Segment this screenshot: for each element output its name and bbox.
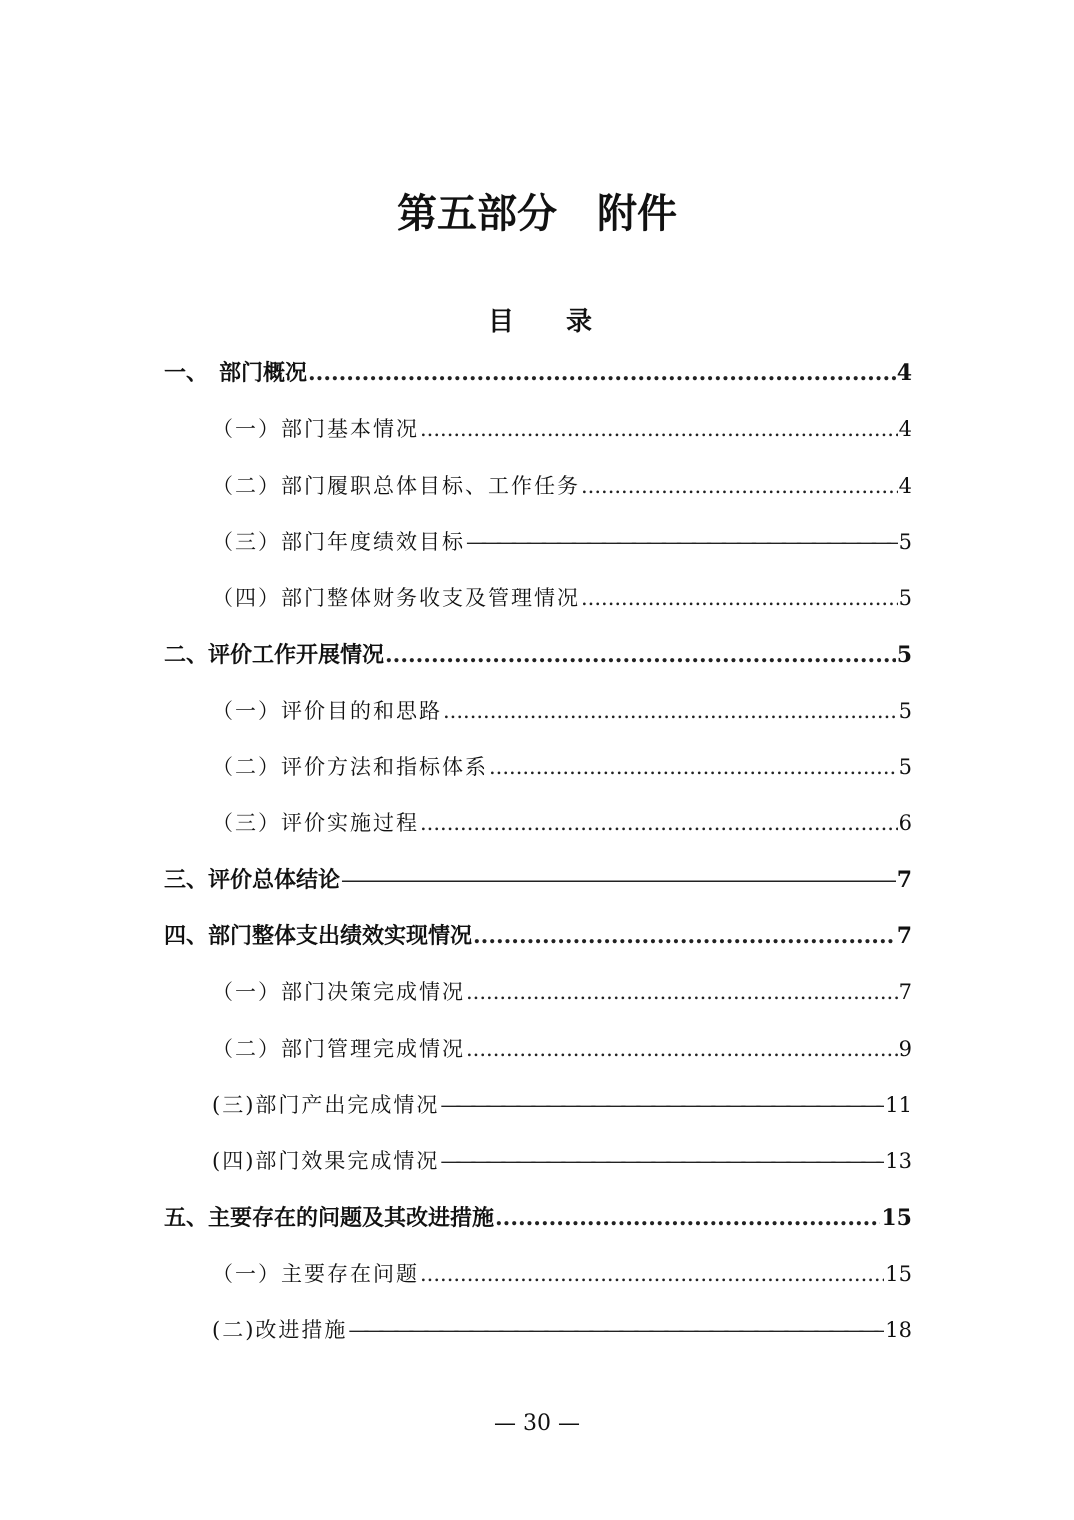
- toc-entry[interactable]: [212, 803, 912, 843]
- toc-entry-label: （一）部门决策完成情况: [212, 980, 465, 1004]
- toc-entry-page: 9: [898, 1037, 912, 1061]
- toc-leader: [308, 353, 896, 393]
- toc-entry-page: 5: [898, 755, 912, 779]
- toc-entry-page: 4: [898, 417, 912, 441]
- toc-entry[interactable]: [212, 1254, 912, 1294]
- toc-entry[interactable]: [212, 409, 912, 449]
- toc-leader: [466, 972, 898, 1012]
- toc-entry-label: (四)部门效果完成情况: [212, 1149, 440, 1173]
- toc-entry-label: （三）评价实施过程: [212, 811, 419, 835]
- toc-leader: [420, 409, 898, 449]
- toc-leader: [489, 747, 898, 787]
- toc-leader: [581, 578, 898, 618]
- toc-entry-label: (二)改进措施: [212, 1318, 348, 1342]
- toc-title: 目 录: [487, 307, 592, 337]
- toc-leader: [466, 1029, 898, 1069]
- toc-entry-page: 15: [885, 1262, 912, 1286]
- toc-entry[interactable]: [164, 353, 912, 393]
- toc-entry-label: （二）评价方法和指标体系: [212, 755, 488, 779]
- toc-entry-label: 一、 部门概况: [164, 360, 308, 386]
- toc-entry[interactable]: [212, 691, 912, 731]
- toc-entry-label: 四、部门整体支出绩效实现情况: [164, 923, 473, 949]
- toc-entry[interactable]: [164, 860, 912, 900]
- toc-leader: [348, 1310, 884, 1350]
- toc-entry-page: 13: [885, 1149, 912, 1173]
- toc-entry-page: 5: [898, 699, 912, 723]
- toc-leader: [581, 466, 898, 506]
- toc-entry-page: 5: [898, 530, 912, 554]
- toc-leader: [440, 1141, 884, 1181]
- toc-entry[interactable]: [212, 1141, 912, 1181]
- toc-entry-label: （三）部门年度绩效目标: [212, 530, 465, 554]
- toc-entry[interactable]: [212, 1029, 912, 1069]
- page-title: 第五部分 附件: [397, 190, 677, 237]
- toc-entry-page: 4: [898, 474, 912, 498]
- toc-entry-label: 二、评价工作开展情况: [164, 642, 385, 668]
- toc-leader: [385, 635, 896, 675]
- toc-leader: [420, 1254, 884, 1294]
- toc-entry[interactable]: [212, 522, 912, 562]
- toc-entry[interactable]: [212, 972, 912, 1012]
- toc-entry[interactable]: [212, 466, 912, 506]
- toc-leader: [495, 1198, 880, 1238]
- toc-entry-label: （二）部门履职总体目标、工作任务: [212, 474, 580, 498]
- toc-entry-label: (三)部门产出完成情况: [212, 1093, 440, 1117]
- page-number: — 30 —: [494, 1411, 580, 1436]
- toc-entry-page: 11: [885, 1093, 912, 1117]
- toc-entry-page: 7: [898, 980, 912, 1004]
- toc-entry[interactable]: [212, 578, 912, 618]
- toc-entry-label: 五、主要存在的问题及其改进措施: [164, 1205, 495, 1231]
- toc-entry-label: （二）部门管理完成情况: [212, 1037, 465, 1061]
- toc-entry-page: 7: [896, 867, 912, 893]
- toc-entry-label: （一）评价目的和思路: [212, 699, 442, 723]
- toc-entry-label: 三、评价总体结论: [164, 867, 341, 893]
- toc-entry-label: （四）部门整体财务收支及管理情况: [212, 586, 580, 610]
- toc-leader: [341, 860, 896, 900]
- toc-entry[interactable]: [164, 1198, 912, 1238]
- toc-leader: [443, 691, 898, 731]
- toc-entry-label: （一）主要存在问题: [212, 1262, 419, 1286]
- toc-leader: [420, 803, 898, 843]
- toc-entry[interactable]: [212, 1310, 912, 1350]
- toc-entry-page: 5: [898, 586, 912, 610]
- toc-entry-page: 18: [885, 1318, 912, 1342]
- toc-entry-label: （一）部门基本情况: [212, 417, 419, 441]
- toc-entry[interactable]: [164, 916, 912, 956]
- toc-leader: [473, 916, 896, 956]
- toc-leader: [466, 522, 898, 562]
- toc-entry-page: 6: [898, 811, 912, 835]
- toc-entry-page: 4: [896, 360, 912, 386]
- toc-entry-page: 7: [896, 923, 912, 949]
- toc-entry-page: 15: [881, 1205, 912, 1231]
- toc-entry[interactable]: [164, 635, 912, 675]
- toc-entry[interactable]: [212, 1085, 912, 1125]
- toc-leader: [440, 1085, 884, 1125]
- toc-entry[interactable]: [212, 747, 912, 787]
- toc-entry-page: 5: [896, 642, 912, 668]
